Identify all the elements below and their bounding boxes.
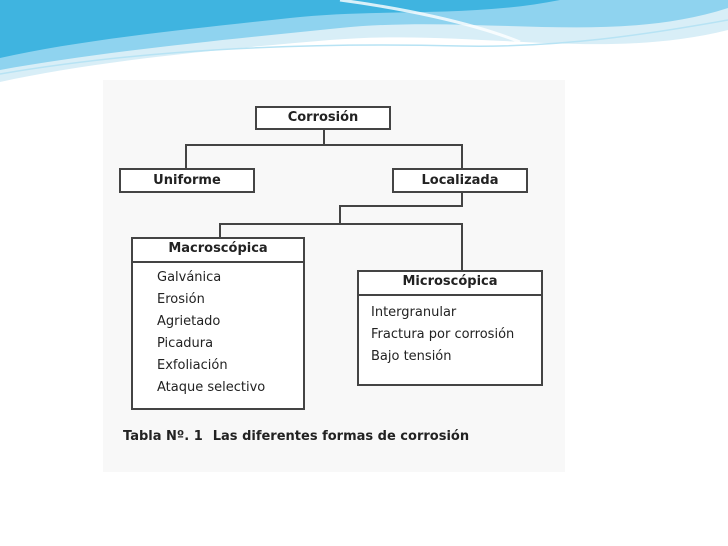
macroscopic-item: Galvánica	[157, 270, 222, 285]
caption-number: Tabla Nº. 1	[123, 429, 203, 444]
node-corrosion-label: Corrosión	[287, 110, 359, 125]
microscopic-item: Bajo tensión	[371, 349, 452, 364]
node-macroscopic-label: Macroscópica	[168, 241, 268, 256]
header-wave-decoration	[0, 0, 728, 90]
macro-title-divider	[133, 261, 303, 263]
macroscopic-item: Ataque selectivo	[157, 380, 266, 395]
connector-top-horizontal	[185, 144, 463, 146]
connector-to-localized	[461, 144, 463, 168]
macroscopic-item: Picadura	[157, 336, 214, 351]
figure-caption	[123, 429, 469, 444]
corrosion-classification-figure	[103, 80, 565, 472]
connector-to-macro	[219, 223, 221, 237]
connector-to-uniform	[185, 144, 187, 168]
node-microscopic	[357, 270, 543, 386]
micro-title-divider	[359, 294, 541, 296]
node-uniform-label: Uniforme	[153, 173, 221, 188]
macroscopic-item: Exfoliación	[157, 358, 228, 373]
connector-lower-horizontal	[219, 223, 463, 225]
microscopic-items-list	[371, 302, 514, 368]
node-macroscopic	[131, 237, 305, 410]
node-corrosion	[255, 106, 391, 130]
macroscopic-items-list	[157, 267, 265, 399]
microscopic-item: Intergranular	[371, 305, 457, 320]
connector-mid-horizontal	[339, 205, 463, 207]
macroscopic-item: Agrietado	[157, 314, 221, 329]
macroscopic-item: Erosión	[157, 292, 205, 307]
node-localized	[392, 168, 528, 193]
node-localized-label: Localizada	[421, 173, 499, 188]
connector-mid-down	[339, 205, 341, 225]
caption-text: Las diferentes formas de corrosión	[212, 429, 470, 444]
microscopic-item: Fractura por corrosión	[371, 327, 515, 342]
node-uniform	[119, 168, 255, 193]
connector-to-micro	[461, 223, 463, 270]
node-microscopic-label: Microscópica	[402, 274, 498, 289]
